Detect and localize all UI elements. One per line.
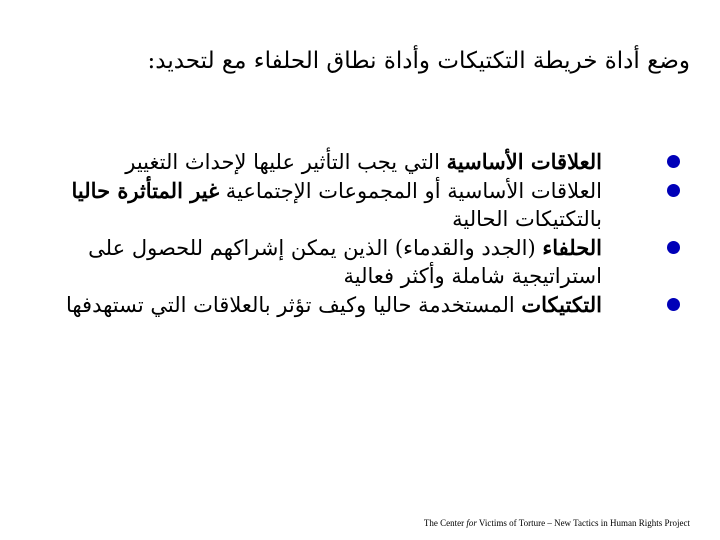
bullet-text-end: بالتكتيكات الحالية: [452, 207, 602, 231]
footer-italic-text: for: [466, 518, 477, 528]
bullet-item: [50, 291, 680, 319]
bullet-bold-text: الحلفاء: [542, 235, 602, 260]
bullet-dot-icon: [667, 298, 680, 311]
bullet-bold-text: التكتيكات: [521, 292, 602, 317]
bullet-bold-text: العلاقات الأساسية: [446, 149, 602, 174]
bullet-item: [50, 148, 680, 176]
footer-text: The Center: [423, 518, 467, 528]
bullet-dot-icon: [667, 155, 680, 168]
bullet-bold-text: غير المتأثرة حاليا: [71, 178, 220, 203]
footer-credit: [424, 518, 690, 528]
slide-title: وضع أداة خريطة التكتيكات وأداة نطاق الحلفاء مع لتحديد:: [147, 48, 690, 74]
bullet-text: (الجدد والقدماء) الذين يمكن إشراكهم للحصول على استراتيجية شاملة وأكثر فعالية: [88, 236, 602, 288]
bullet-item: [50, 234, 680, 290]
bullet-text: المستخدمة حاليا وكيف تؤثر بالعلاقات التي تستهدفها: [65, 293, 522, 317]
footer-text-end: Victims of Torture – New Tactics in Human Rights Project: [476, 518, 690, 528]
bullet-item: [50, 177, 680, 233]
bullet-text: العلاقات الأساسية أو المجموعات الإجتماعية: [219, 179, 602, 203]
bullet-text: التي يجب التأثير عليها لإحداث التغيير: [125, 150, 447, 174]
bullet-list: [50, 148, 680, 320]
bullet-dot-icon: [667, 184, 680, 197]
bullet-dot-icon: [667, 241, 680, 254]
